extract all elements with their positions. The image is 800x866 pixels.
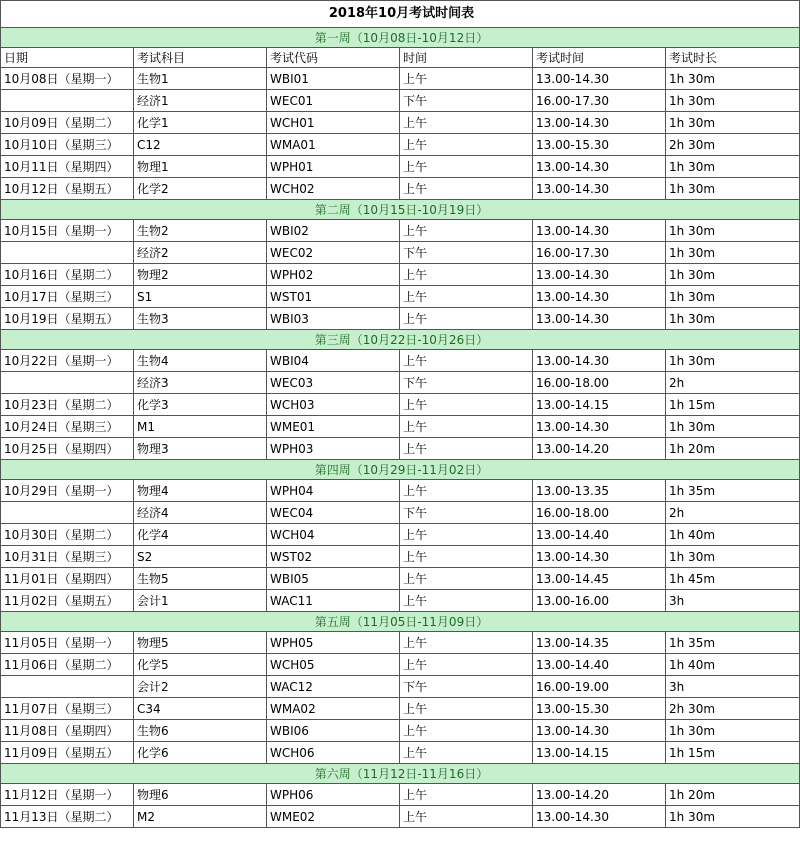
session-cell: 上午 — [400, 350, 533, 372]
code-cell: WPH02 — [267, 264, 400, 286]
code-cell: WEC04 — [267, 502, 400, 524]
session-cell: 上午 — [400, 134, 533, 156]
date-cell: 10月17日（星期三） — [1, 286, 134, 308]
table-row — [1, 242, 800, 264]
table-row — [1, 784, 800, 806]
date-cell: 10月31日（星期三） — [1, 546, 134, 568]
duration-cell: 2h — [666, 372, 800, 394]
session-cell: 下午 — [400, 90, 533, 112]
week-label: 第一周（10月08日-10月12日） — [1, 28, 800, 48]
week-header-row — [1, 28, 800, 48]
session-cell: 上午 — [400, 112, 533, 134]
subject-cell: 物理2 — [134, 264, 267, 286]
time-cell: 13.00-14.30 — [533, 416, 666, 438]
date-cell — [1, 372, 134, 394]
session-cell: 下午 — [400, 676, 533, 698]
duration-cell: 1h 45m — [666, 568, 800, 590]
subject-cell: 生物2 — [134, 220, 267, 242]
table-row — [1, 308, 800, 330]
session-cell: 上午 — [400, 632, 533, 654]
column-header: 时间 — [400, 48, 533, 68]
subject-cell: 经济4 — [134, 502, 267, 524]
week-label: 第二周（10月15日-10月19日） — [1, 200, 800, 220]
session-cell: 上午 — [400, 438, 533, 460]
code-cell: WPH06 — [267, 784, 400, 806]
table-row — [1, 590, 800, 612]
title-row — [1, 1, 800, 28]
table-row — [1, 112, 800, 134]
session-cell: 上午 — [400, 742, 533, 764]
time-cell: 16.00-18.00 — [533, 502, 666, 524]
subject-cell: 物理5 — [134, 632, 267, 654]
time-cell: 13.00-13.35 — [533, 480, 666, 502]
date-cell: 11月12日（星期一） — [1, 784, 134, 806]
table-row — [1, 68, 800, 90]
code-cell: WCH02 — [267, 178, 400, 200]
session-cell: 下午 — [400, 242, 533, 264]
table-row — [1, 264, 800, 286]
column-header: 考试科目 — [134, 48, 267, 68]
code-cell: WCH01 — [267, 112, 400, 134]
time-cell: 16.00-17.30 — [533, 90, 666, 112]
time-cell: 13.00-14.30 — [533, 156, 666, 178]
table-row — [1, 698, 800, 720]
date-cell — [1, 90, 134, 112]
duration-cell: 1h 15m — [666, 742, 800, 764]
duration-cell: 1h 40m — [666, 654, 800, 676]
table-row — [1, 676, 800, 698]
code-cell: WPH03 — [267, 438, 400, 460]
subject-cell: 经济3 — [134, 372, 267, 394]
subject-cell: 经济1 — [134, 90, 267, 112]
session-cell: 上午 — [400, 68, 533, 90]
session-cell: 上午 — [400, 546, 533, 568]
table-row — [1, 720, 800, 742]
code-cell: WME01 — [267, 416, 400, 438]
code-cell: WCH04 — [267, 524, 400, 546]
date-cell: 10月19日（星期五） — [1, 308, 134, 330]
duration-cell: 1h 30m — [666, 112, 800, 134]
subject-cell: 经济2 — [134, 242, 267, 264]
subject-cell: 生物6 — [134, 720, 267, 742]
subject-cell: M1 — [134, 416, 267, 438]
table-row — [1, 632, 800, 654]
date-cell: 10月09日（星期二） — [1, 112, 134, 134]
session-cell: 上午 — [400, 156, 533, 178]
session-cell: 上午 — [400, 220, 533, 242]
column-header: 考试代码 — [267, 48, 400, 68]
time-cell: 13.00-14.30 — [533, 720, 666, 742]
date-cell: 11月02日（星期五） — [1, 590, 134, 612]
code-cell: WAC11 — [267, 590, 400, 612]
page-title: 2018年10月考试时间表 — [1, 1, 800, 28]
date-cell: 11月09日（星期五） — [1, 742, 134, 764]
time-cell: 13.00-14.30 — [533, 308, 666, 330]
date-cell: 11月13日（星期二） — [1, 806, 134, 828]
table-row — [1, 654, 800, 676]
session-cell: 上午 — [400, 590, 533, 612]
time-cell: 13.00-14.30 — [533, 286, 666, 308]
code-cell: WBI03 — [267, 308, 400, 330]
table-row — [1, 568, 800, 590]
date-cell: 10月24日（星期三） — [1, 416, 134, 438]
code-cell: WBI01 — [267, 68, 400, 90]
date-cell: 11月07日（星期三） — [1, 698, 134, 720]
date-cell: 10月11日（星期四） — [1, 156, 134, 178]
date-cell: 10月25日（星期四） — [1, 438, 134, 460]
time-cell: 13.00-14.30 — [533, 68, 666, 90]
session-cell: 上午 — [400, 480, 533, 502]
duration-cell: 1h 20m — [666, 438, 800, 460]
subject-cell: 生物5 — [134, 568, 267, 590]
time-cell: 13.00-16.00 — [533, 590, 666, 612]
code-cell: WEC02 — [267, 242, 400, 264]
week-header-row — [1, 460, 800, 480]
time-cell: 13.00-14.20 — [533, 438, 666, 460]
subject-cell: 物理4 — [134, 480, 267, 502]
week-label: 第三周（10月22日-10月26日） — [1, 330, 800, 350]
subject-cell: 化学6 — [134, 742, 267, 764]
table-row — [1, 286, 800, 308]
duration-cell: 3h — [666, 676, 800, 698]
date-cell: 11月05日（星期一） — [1, 632, 134, 654]
session-cell: 上午 — [400, 524, 533, 546]
date-cell: 10月29日（星期一） — [1, 480, 134, 502]
code-cell: WBI06 — [267, 720, 400, 742]
duration-cell: 1h 35m — [666, 632, 800, 654]
time-cell: 13.00-14.40 — [533, 524, 666, 546]
code-cell: WPH01 — [267, 156, 400, 178]
subject-cell: 会计2 — [134, 676, 267, 698]
time-cell: 13.00-14.20 — [533, 784, 666, 806]
time-cell: 13.00-14.15 — [533, 394, 666, 416]
session-cell: 上午 — [400, 568, 533, 590]
time-cell: 13.00-14.35 — [533, 632, 666, 654]
duration-cell: 3h — [666, 590, 800, 612]
duration-cell: 1h 30m — [666, 308, 800, 330]
code-cell: WCH03 — [267, 394, 400, 416]
date-cell: 10月23日（星期二） — [1, 394, 134, 416]
table-row — [1, 524, 800, 546]
duration-cell: 1h 30m — [666, 68, 800, 90]
time-cell: 13.00-14.30 — [533, 806, 666, 828]
time-cell: 13.00-14.45 — [533, 568, 666, 590]
session-cell: 上午 — [400, 784, 533, 806]
week-header-row — [1, 200, 800, 220]
session-cell: 上午 — [400, 654, 533, 676]
date-cell: 10月22日（星期一） — [1, 350, 134, 372]
table-row — [1, 438, 800, 460]
subject-cell: 生物4 — [134, 350, 267, 372]
time-cell: 13.00-14.15 — [533, 742, 666, 764]
subject-cell: C12 — [134, 134, 267, 156]
date-cell: 10月30日（星期二） — [1, 524, 134, 546]
week-header-row — [1, 330, 800, 350]
code-cell: WME02 — [267, 806, 400, 828]
duration-cell: 1h 15m — [666, 394, 800, 416]
table-row — [1, 416, 800, 438]
code-cell: WBI04 — [267, 350, 400, 372]
code-cell: WEC03 — [267, 372, 400, 394]
subject-cell: 化学3 — [134, 394, 267, 416]
time-cell: 13.00-14.30 — [533, 112, 666, 134]
duration-cell: 1h 30m — [666, 264, 800, 286]
time-cell: 16.00-17.30 — [533, 242, 666, 264]
subject-cell: C34 — [134, 698, 267, 720]
code-cell: WPH04 — [267, 480, 400, 502]
time-cell: 13.00-14.30 — [533, 546, 666, 568]
date-cell — [1, 502, 134, 524]
code-cell: WST01 — [267, 286, 400, 308]
week-header-row — [1, 612, 800, 632]
duration-cell: 2h 30m — [666, 698, 800, 720]
subject-cell: 化学2 — [134, 178, 267, 200]
subject-cell: 物理3 — [134, 438, 267, 460]
table-row — [1, 372, 800, 394]
session-cell: 上午 — [400, 286, 533, 308]
session-cell: 下午 — [400, 372, 533, 394]
duration-cell: 1h 30m — [666, 242, 800, 264]
duration-cell: 1h 30m — [666, 720, 800, 742]
table-row — [1, 394, 800, 416]
subject-cell: 物理6 — [134, 784, 267, 806]
subject-cell: S2 — [134, 546, 267, 568]
subject-cell: 物理1 — [134, 156, 267, 178]
session-cell: 上午 — [400, 416, 533, 438]
time-cell: 16.00-18.00 — [533, 372, 666, 394]
date-cell: 10月10日（星期三） — [1, 134, 134, 156]
time-cell: 13.00-14.30 — [533, 264, 666, 286]
time-cell: 13.00-15.30 — [533, 698, 666, 720]
duration-cell: 1h 30m — [666, 546, 800, 568]
subject-cell: 化学1 — [134, 112, 267, 134]
duration-cell: 1h 30m — [666, 156, 800, 178]
table-row — [1, 90, 800, 112]
duration-cell: 2h — [666, 502, 800, 524]
week-label: 第六周（11月12日-11月16日） — [1, 764, 800, 784]
date-cell: 11月08日（星期四） — [1, 720, 134, 742]
time-cell: 13.00-15.30 — [533, 134, 666, 156]
code-cell: WCH05 — [267, 654, 400, 676]
code-cell: WEC01 — [267, 90, 400, 112]
date-cell: 10月15日（星期一） — [1, 220, 134, 242]
time-cell: 13.00-14.30 — [533, 178, 666, 200]
table-row — [1, 546, 800, 568]
column-header: 日期 — [1, 48, 134, 68]
date-cell: 10月16日（星期二） — [1, 264, 134, 286]
date-cell: 11月06日（星期二） — [1, 654, 134, 676]
duration-cell: 1h 30m — [666, 90, 800, 112]
week-label: 第五周（11月05日-11月09日） — [1, 612, 800, 632]
exam-schedule-body — [1, 1, 800, 828]
code-cell: WPH05 — [267, 632, 400, 654]
session-cell: 上午 — [400, 720, 533, 742]
table-row — [1, 480, 800, 502]
table-row — [1, 350, 800, 372]
session-cell: 上午 — [400, 394, 533, 416]
week-label: 第四周（10月29日-11月02日） — [1, 460, 800, 480]
duration-cell: 1h 30m — [666, 806, 800, 828]
duration-cell: 1h 30m — [666, 220, 800, 242]
code-cell: WBI02 — [267, 220, 400, 242]
time-cell: 13.00-14.30 — [533, 220, 666, 242]
duration-cell: 1h 20m — [666, 784, 800, 806]
table-row — [1, 220, 800, 242]
duration-cell: 1h 30m — [666, 350, 800, 372]
duration-cell: 1h 30m — [666, 178, 800, 200]
date-cell — [1, 676, 134, 698]
session-cell: 上午 — [400, 264, 533, 286]
subject-cell: S1 — [134, 286, 267, 308]
table-row — [1, 178, 800, 200]
table-row — [1, 156, 800, 178]
time-cell: 13.00-14.40 — [533, 654, 666, 676]
duration-cell: 1h 35m — [666, 480, 800, 502]
code-cell: WMA01 — [267, 134, 400, 156]
subject-cell: 生物3 — [134, 308, 267, 330]
duration-cell: 1h 30m — [666, 416, 800, 438]
date-cell: 10月08日（星期一） — [1, 68, 134, 90]
date-cell — [1, 242, 134, 264]
table-row — [1, 502, 800, 524]
duration-cell: 1h 30m — [666, 286, 800, 308]
code-cell: WCH06 — [267, 742, 400, 764]
session-cell: 上午 — [400, 806, 533, 828]
column-header-row — [1, 48, 800, 68]
code-cell: WMA02 — [267, 698, 400, 720]
table-row — [1, 806, 800, 828]
date-cell: 10月12日（星期五） — [1, 178, 134, 200]
code-cell: WBI05 — [267, 568, 400, 590]
session-cell: 上午 — [400, 308, 533, 330]
week-header-row — [1, 764, 800, 784]
duration-cell: 1h 40m — [666, 524, 800, 546]
code-cell: WAC12 — [267, 676, 400, 698]
table-row — [1, 742, 800, 764]
duration-cell: 2h 30m — [666, 134, 800, 156]
session-cell: 上午 — [400, 178, 533, 200]
code-cell: WST02 — [267, 546, 400, 568]
session-cell: 上午 — [400, 698, 533, 720]
session-cell: 下午 — [400, 502, 533, 524]
date-cell: 11月01日（星期四） — [1, 568, 134, 590]
column-header: 考试时间 — [533, 48, 666, 68]
time-cell: 16.00-19.00 — [533, 676, 666, 698]
column-header: 考试时长 — [666, 48, 800, 68]
table-row — [1, 134, 800, 156]
subject-cell: 会计1 — [134, 590, 267, 612]
subject-cell: 生物1 — [134, 68, 267, 90]
subject-cell: M2 — [134, 806, 267, 828]
time-cell: 13.00-14.30 — [533, 350, 666, 372]
subject-cell: 化学4 — [134, 524, 267, 546]
subject-cell: 化学5 — [134, 654, 267, 676]
